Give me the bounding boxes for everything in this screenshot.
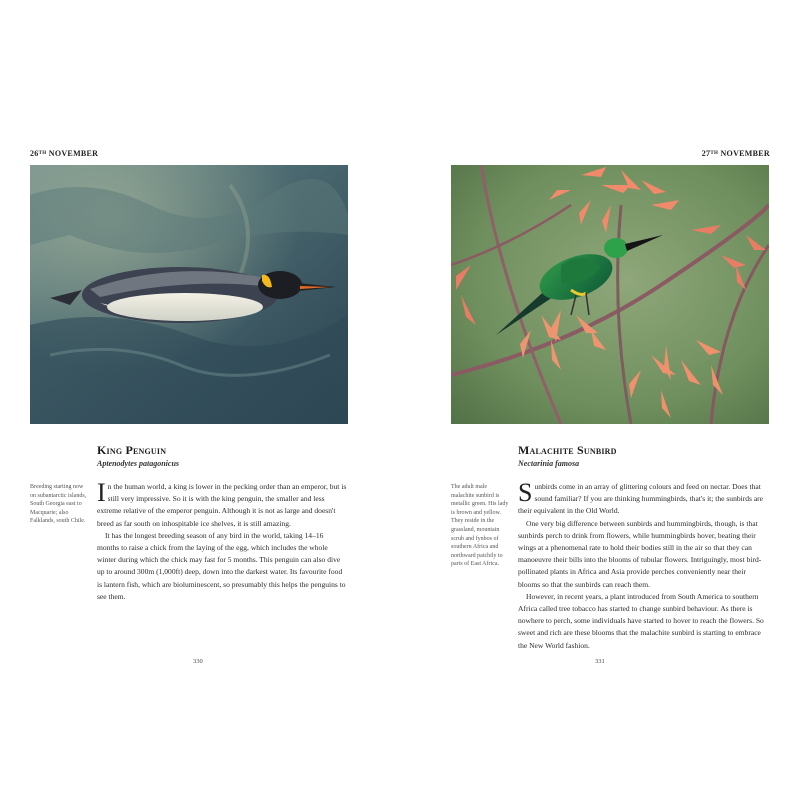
paragraph: It has the longest breeding season of any bird in the world, taking 14–16 months to raise a chick from the laying of the egg, which includes the whole winter during which the chick may fast for 5 months. This penguin can also dive up to around 300m (1,000ft) deep, down into the darkest water. Its favourite food is lantern fish, which are bioluminescent, so presumably this helps the penguins to see them.	[97, 530, 346, 601]
body-text	[518, 478, 768, 652]
date-day: 27	[701, 149, 711, 158]
sidebar-note: The adult male malachite sunbird is metallic green. His lady is brown and yellow. They reside in the grassland, mountain scrub and fynbos of southern Africa and northward patchily to parts of East Africa.	[451, 484, 509, 568]
paragraph-text: unbirds come in an array of glittering colours and feed on nectar. Does that sound familiar? If you are thinking hummingbirds, that's it; the sunbirds are their equivalent in the Old World.	[518, 482, 764, 516]
page-date	[30, 149, 98, 158]
paragraph: One very big difference between sunbirds and hummingbirds, though, is that sunbirds perch to drink from flowers, while hummingbirds hover, beating their wings at a phenomenal rate to hold their bodies still in the air so that they can manoeuvre their bills into the blooms of tubular flowers. Intriguingly, most bird-pollinated plants in Africa and Asia provide perches conveniently near their blooms so that the sunbirds can reach them.	[518, 518, 762, 589]
paragraph-text: n the human world, a king is lower in the pecking order than an emperor, but is still very impressive. So it is with the king penguin, the smaller and less extreme relative of the emperor penguin. Although it is not as large and doesn't breed as far south on inhospitable ice shelves, it is still amazing.	[97, 482, 347, 528]
species-title: King Penguin	[97, 443, 167, 457]
drop-cap: S	[518, 478, 533, 507]
right-page	[400, 0, 800, 800]
page-number: 330	[193, 658, 203, 665]
king-penguin-photo	[30, 165, 348, 424]
drop-cap: I	[97, 478, 106, 507]
date-month: NOVEMBER	[48, 149, 99, 158]
body-text	[97, 478, 347, 603]
date-suffix: TH	[710, 151, 719, 156]
sidebar-note: Breeding starting now on subantarctic islands, South Georgia east to Macquarie; also Falklands, south Chile.	[30, 484, 87, 525]
page-number: 331	[595, 658, 605, 665]
species-title: Malachite Sunbird	[518, 443, 617, 457]
paragraph	[518, 478, 768, 518]
latin-name: Aptenodytes patagonicus	[97, 459, 180, 468]
date-suffix: TH	[38, 151, 47, 156]
date-month: NOVEMBER	[720, 149, 770, 158]
page-date	[702, 149, 770, 158]
paragraph	[97, 478, 347, 530]
paragraph: However, in recent years, a plant introduced from South America to southern Africa called tree tobacco has started to change sunbird behaviour. As there is nowhere to perch, some individuals have started to hover to reach the flowers. So sweet and rich are these blooms that the malachite sunbird is starting to embrace the New World fashion.	[518, 591, 764, 650]
malachite-sunbird-photo	[451, 165, 769, 424]
date-day: 26	[30, 149, 39, 158]
latin-name: Nectarinia famosa	[518, 459, 580, 468]
